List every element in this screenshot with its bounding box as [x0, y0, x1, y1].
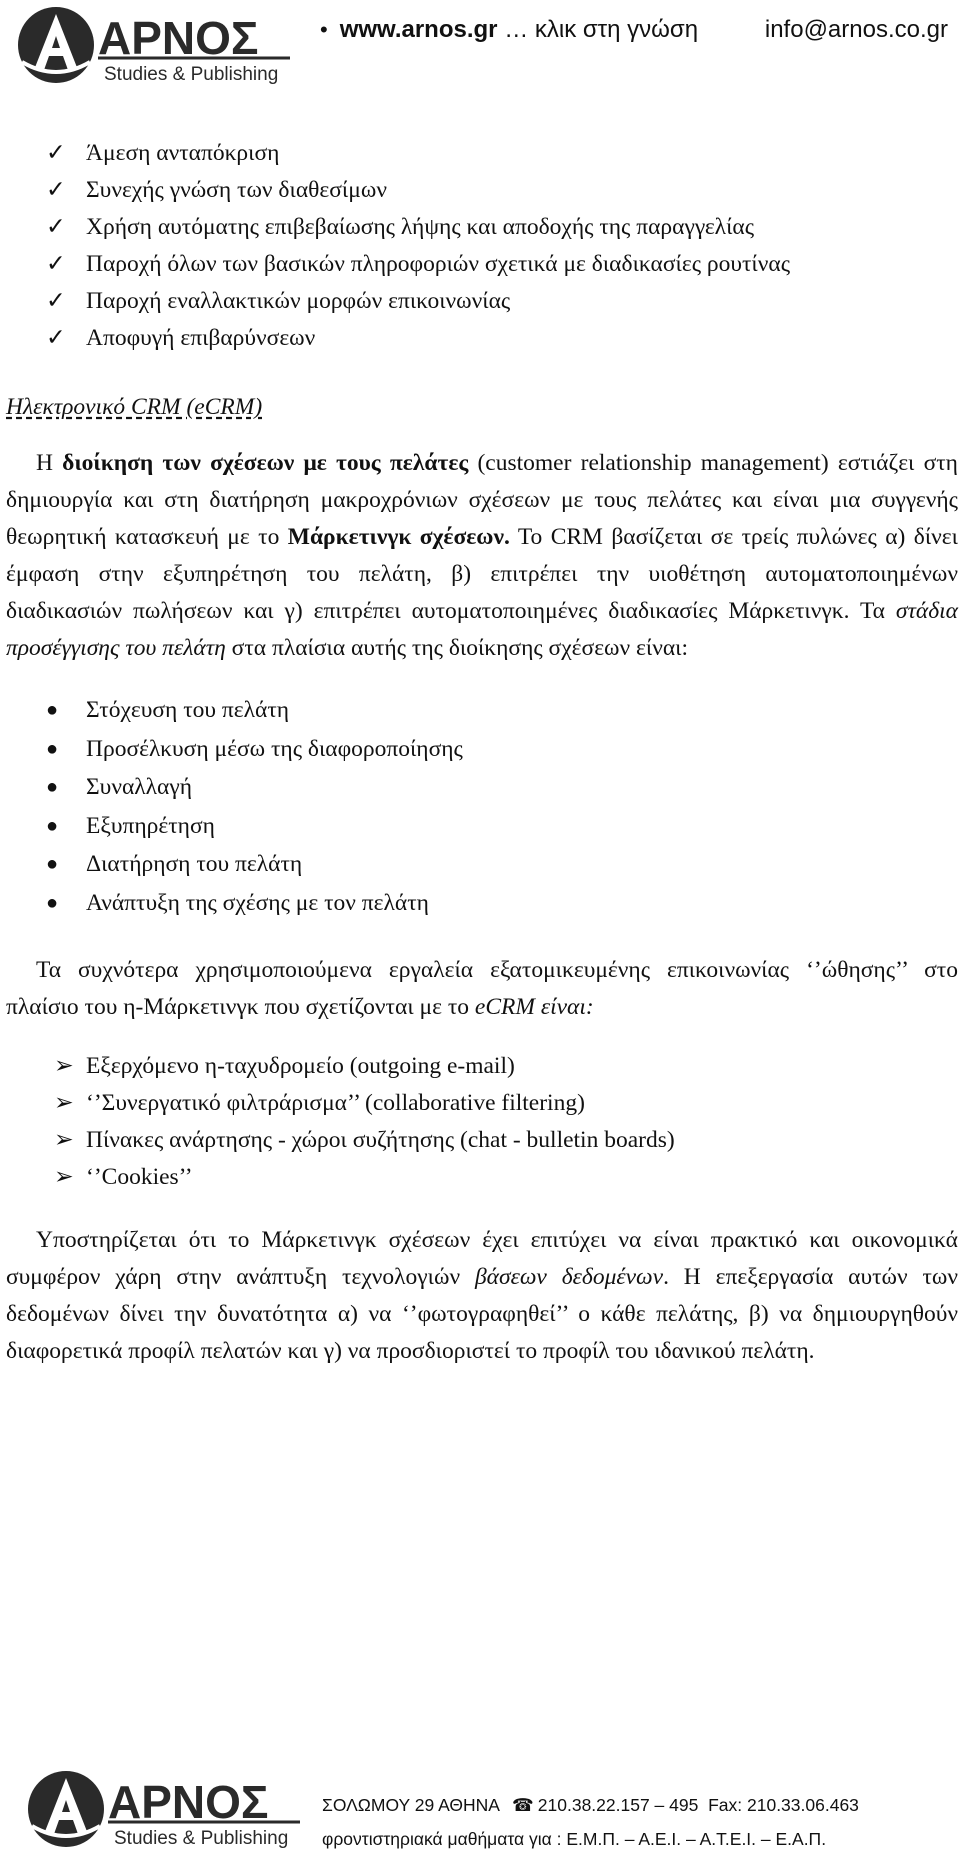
bullet-icon: •	[320, 17, 328, 42]
logo-emblem-icon	[28, 1771, 104, 1847]
site-slogan: … κλικ στη γνώση	[504, 16, 699, 43]
bullet-icon: ●	[46, 737, 59, 760]
logo-tagline: Studies & Publishing	[114, 1828, 289, 1849]
list-item: ● Εξυπηρέτηση	[6, 807, 958, 846]
list-item: ✓ Αποφυγή επιβαρύνσεων	[6, 320, 958, 357]
paragraph-databases: Υποστηρίζεται ότι το Μάρκετινγκ σχέσεων έχει επιτύχει να είναι πρακτικό και οικονομικά συμφέρον χάρη στην ανάπτυξη τεχνολογιών βάσεων δεδομένων. Η επεξεργασία αυτών των δεδομένων δίνει την δυνατότητα α) να ‘’φωτογραφηθεί’’ ο κάθε πελάτης, β) να δημιουργηθούν διαφορετικά προφίλ πελατών και γ) να προσδιοριστεί το προφίλ του ιδανικού πελάτη.	[6, 1227, 958, 1364]
footer-phone: 210.38.22.157 – 495	[537, 1795, 699, 1815]
list-item: ➢ ‘’Cookies’’	[6, 1159, 958, 1196]
header-contact	[320, 16, 948, 52]
phone-icon: ☎	[511, 1795, 534, 1815]
tools-list	[6, 1048, 958, 1196]
list-item: ✓ Χρήση αυτόματης επιβεβαίωσης λήψης και αποδοχής της παραγγελίας	[6, 209, 958, 246]
list-item: ✓ Παροχή εναλλακτικών μορφών επικοινωνίας	[6, 283, 958, 320]
list-item: ✓ Άμεση ανταπόκριση	[6, 135, 958, 172]
arnos-logo	[24, 1768, 304, 1850]
footer-contact	[322, 1788, 859, 1856]
paragraph-crm: Η διοίκηση των σχέσεων με τους πελάτες (customer relationship management) εστιάζει στη δημιουργία και στη διατήρηση μακροχρόνιων σχέσεων με τους πελάτες και είναι μια συγγενής θεωρητική κατασκευή με το Μάρκετινγκ σχέσεων. Το CRM βασίζεται σε τρείς πυλώνες α) δίνει έμφαση στην εξυπηρέτηση του πελάτη, β) επιτρέπει την υιοθέτηση αυτοματοποιημένων διαδικασιών πωλήσεων και γ) επιτρέπει αυτοματοποιημένες διαδικασίες Μάρκετινγκ. Τα στάδια προσέγγισης του πελάτη στα πλαίσια αυτής της διοίκησης σχέσεων είναι:	[6, 450, 958, 661]
logo-name: ΑΡΝΟΣ	[108, 1776, 269, 1828]
footer-line-1	[322, 1788, 859, 1822]
check-icon: ✓	[46, 251, 66, 277]
stages-list	[6, 691, 958, 922]
page-header	[0, 0, 960, 90]
check-icon: ✓	[46, 140, 66, 166]
list-item: ✓ Παροχή όλων των βασικών πληροφοριών σχετικά με διαδικασίες ρουτίνας	[6, 246, 958, 283]
bullet-icon: ●	[46, 814, 59, 837]
arnos-logo	[14, 4, 294, 86]
list-item: ● Ανάπτυξη της σχέσης με τον πελάτη	[6, 884, 958, 923]
check-icon: ✓	[46, 177, 66, 203]
arrow-icon: ➢	[54, 1127, 74, 1153]
bullet-icon: ●	[46, 853, 59, 875]
site-url[interactable]: www.arnos.gr	[339, 16, 498, 43]
footer-tagline: φροντιστηριακά μαθήματα για : Ε.Μ.Π. – Α.Ε.Ι. – Α.Τ.Ε.Ι. – Ε.Α.Π.	[322, 1829, 827, 1849]
page-footer	[0, 1758, 960, 1854]
list-item: ● Διατήρηση του πελάτη	[6, 845, 958, 884]
check-icon: ✓	[46, 214, 66, 240]
check-icon: ✓	[46, 288, 66, 314]
list-item: ● Προσέλκυση μέσω της διαφοροποίησης	[6, 730, 958, 769]
section-title: Ηλεκτρονικό CRM (eCRM)	[6, 394, 263, 420]
list-item: ● Στόχευση του πελάτη	[6, 691, 958, 730]
logo-tagline: Studies & Publishing	[104, 64, 279, 85]
bullet-icon: ●	[46, 891, 59, 914]
page-content	[6, 135, 958, 1370]
bullet-icon: ●	[46, 699, 59, 721]
bullet-icon: ●	[46, 776, 59, 798]
check-list	[6, 135, 958, 357]
header-email[interactable]: info@arnos.co.gr	[764, 16, 948, 43]
paragraph-tools: Τα συχνότερα χρησιμοποιούμενα εργαλεία εξατομικευμένης επικοινωνίας ‘’ώθησης’’ στο πλαίσιο του η-Μάρκετινγκ που σχετίζονται με το eCRM είναι:	[6, 957, 958, 1020]
list-item: ➢ Εξερχόμενο η-ταχυδρομείο (outgoing e-mail)	[6, 1048, 958, 1085]
check-icon: ✓	[46, 325, 66, 351]
logo-name: ΑΡΝΟΣ	[98, 12, 259, 64]
arrow-icon: ➢	[54, 1164, 74, 1190]
footer-address: ΣΟΛΩΜΟΥ 29 ΑΘΗΝΑ	[322, 1795, 500, 1815]
footer-fax: Fax: 210.33.06.463	[708, 1795, 859, 1815]
list-item: ➢ ‘’Συνεργατικό φιλτράρισμα’’ (collaborative filtering)	[6, 1085, 958, 1122]
logo-emblem-icon	[18, 7, 94, 83]
arrow-icon: ➢	[54, 1090, 74, 1116]
list-item: ● Συναλλαγή	[6, 768, 958, 807]
list-item: ➢ Πίνακες ανάρτησης - χώροι συζήτησης (chat - bulletin boards)	[6, 1122, 958, 1159]
header-site	[320, 16, 698, 44]
list-item: ✓ Συνεχής γνώση των διαθεσίμων	[6, 172, 958, 209]
arrow-icon: ➢	[54, 1053, 74, 1079]
